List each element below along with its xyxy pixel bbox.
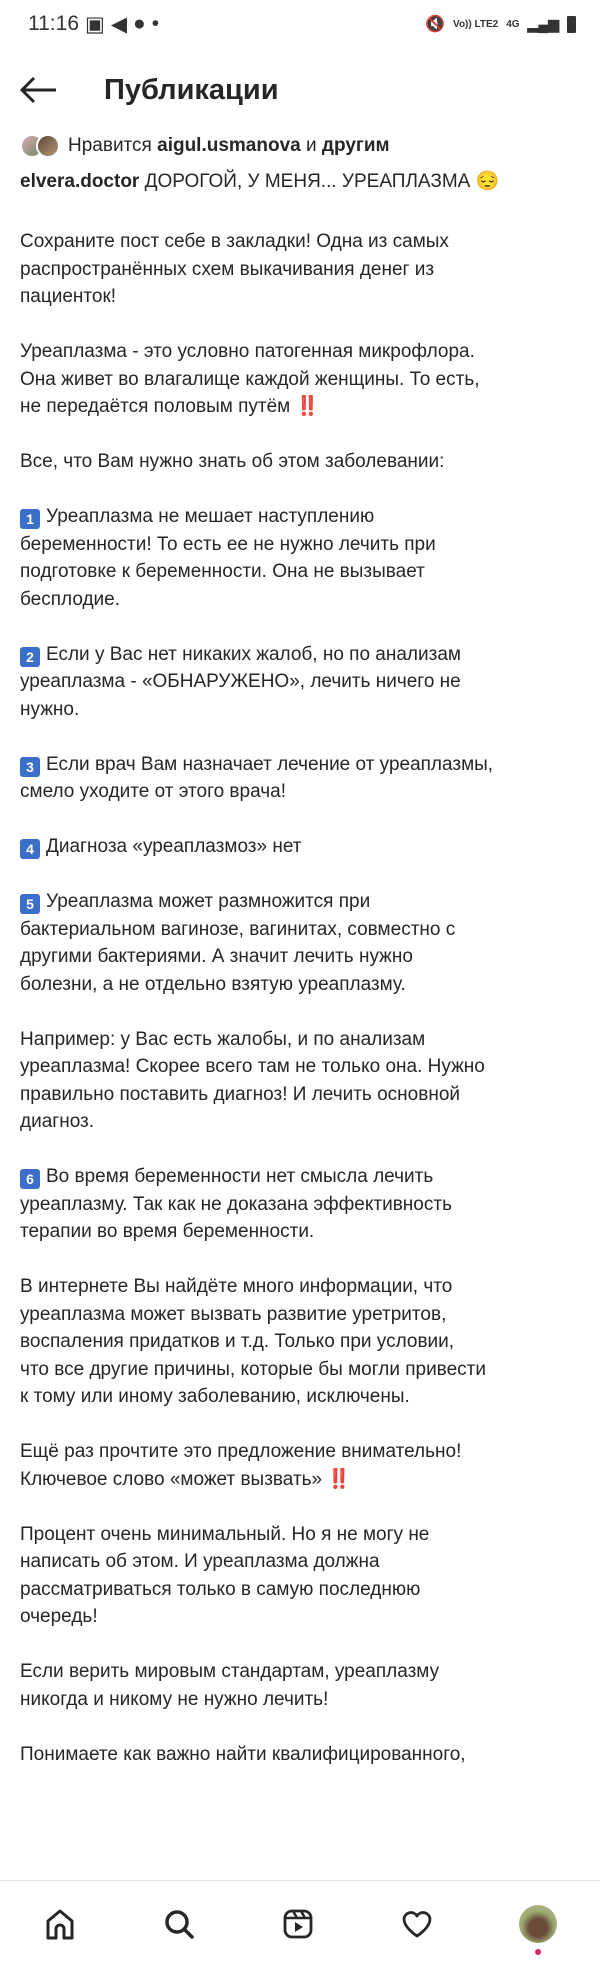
paragraph <box>20 228 590 311</box>
paragraph <box>20 448 590 476</box>
gallery-icon: ▣ <box>85 12 105 36</box>
text-line <box>20 1548 590 1576</box>
line-text: Она живет во влагалище каждой женщины. То есть, <box>20 368 480 390</box>
text-line <box>20 558 590 586</box>
paragraph <box>20 641 590 724</box>
paragraph <box>20 503 590 613</box>
text-line <box>20 1328 590 1356</box>
account-icon: ● <box>133 12 146 35</box>
line-text: уреаплазма! Скорее всего там не только она. Нужно <box>20 1056 485 1077</box>
post-body <box>20 228 590 1768</box>
text-line <box>20 1741 590 1769</box>
line-text: Все, что Вам нужно знать об этом заболевании: <box>20 451 445 472</box>
line-text: Уреаплазма может размножится при <box>46 891 371 912</box>
status-bar <box>0 0 600 48</box>
line-text: очередь! <box>20 1606 98 1627</box>
text-line <box>20 503 590 531</box>
text-line <box>20 1053 590 1081</box>
bottom-nav <box>0 1880 600 1972</box>
line-text: рассматриваться только в самую последнюю <box>20 1578 421 1600</box>
line-text: распространённых схем выкачивания денег из <box>20 258 435 280</box>
double-exclamation-icon: ‼️ <box>295 396 320 417</box>
text-line <box>20 641 590 669</box>
line-text: никогда и никому не нужно лечить! <box>20 1688 329 1710</box>
page-title: Публикации <box>104 73 279 106</box>
line-text: воспаления придатков и т.д. Только при условии, <box>20 1331 455 1352</box>
text-line <box>20 448 590 476</box>
line-text: к тому или иному заболеванию, исключены. <box>20 1386 410 1407</box>
keycap-number-icon: 6 <box>20 1169 40 1189</box>
text-line <box>20 393 590 421</box>
text-line <box>20 1218 590 1246</box>
text-line <box>20 888 590 916</box>
telegram-icon: ◀ <box>110 12 127 36</box>
text-line <box>20 696 590 724</box>
paragraph <box>20 1741 590 1769</box>
text-line <box>20 1658 590 1686</box>
double-exclamation-icon: ‼️ <box>327 1468 352 1490</box>
heart-icon[interactable] <box>400 1907 434 1941</box>
paragraph <box>20 833 590 861</box>
keycap-number-icon: 5 <box>20 894 40 914</box>
text-line <box>20 1081 590 1109</box>
dot-icon: • <box>151 12 160 35</box>
paragraph <box>20 1658 590 1713</box>
paragraph <box>20 338 590 421</box>
likes-prefix: Нравится <box>68 135 152 156</box>
likes-and: и <box>306 135 317 156</box>
line-text: Процент очень минимальный. Но я не могу не <box>20 1523 430 1545</box>
battery-icon <box>567 16 576 33</box>
keycap-number-icon: 2 <box>20 647 40 667</box>
text-line <box>20 338 590 366</box>
line-text: Сохраните пост себе в закладки! Одна из самых <box>20 231 449 252</box>
line-text: Ещё раз прочтите это предложение внимательно! <box>20 1441 462 1462</box>
keycap-number-icon: 1 <box>20 509 40 529</box>
likes-others[interactable]: другим <box>321 135 390 156</box>
author-username[interactable]: elvera.doctor <box>20 171 140 192</box>
line-text: Диагноза «уреаплазмоз» нет <box>46 836 302 857</box>
text-line <box>20 1686 590 1714</box>
line-text: правильно поставить диагноз! И лечить основной <box>20 1083 461 1105</box>
paragraph <box>20 1163 590 1246</box>
text-line <box>20 1603 590 1631</box>
text-line <box>20 1026 590 1054</box>
text-line <box>20 833 590 861</box>
line-text: подготовке к беременности. Она не вызывает <box>20 561 425 582</box>
line-text: болезни, а не отдельно взятую уреаплазму. <box>20 973 406 995</box>
network-label: Vo)) LTE2 <box>453 18 499 30</box>
line-text: В интернете Вы найдёте много информации, что <box>20 1276 453 1297</box>
line-text: Уреаплазма - это условно патогенная микрофлора. <box>20 341 475 362</box>
text-line <box>20 1273 590 1301</box>
keycap-number-icon: 4 <box>20 839 40 859</box>
text-line <box>20 1521 590 1549</box>
top-bar <box>0 62 600 118</box>
text-line <box>20 668 590 696</box>
liker-avatar <box>36 134 60 158</box>
line-text: смело уходите от этого врача! <box>20 781 286 802</box>
line-text: бесплодие. <box>20 588 121 610</box>
reels-icon[interactable] <box>281 1907 315 1941</box>
text-line <box>20 1108 590 1136</box>
text-line <box>20 778 590 806</box>
text-line <box>20 1356 590 1384</box>
clock: 11:16 <box>28 12 79 35</box>
paragraph <box>20 1438 590 1493</box>
pensive-emoji: 😔 <box>475 171 500 192</box>
likes-row[interactable] <box>20 134 390 158</box>
line-text: написать об этом. И уреаплазма должна <box>20 1551 380 1572</box>
caption-title: ДОРОГОЙ, У МЕНЯ... УРЕАПЛАЗМА <box>144 171 471 192</box>
line-text: Если верить мировым стандартам, уреаплазму <box>20 1661 440 1682</box>
text-line <box>20 531 590 559</box>
text-line <box>20 1438 590 1466</box>
text-line <box>20 366 590 394</box>
line-text: Если врач Вам назначает лечение от уреаплазмы, <box>46 753 494 775</box>
text-line <box>20 586 590 614</box>
text-line <box>20 1301 590 1329</box>
paragraph <box>20 1273 590 1411</box>
text-line <box>20 943 590 971</box>
line-text: не передаётся половым путём <box>20 396 291 417</box>
line-text: нужно. <box>20 698 80 720</box>
network-type: 4G <box>506 18 520 30</box>
text-line <box>20 1163 590 1191</box>
paragraph <box>20 888 590 998</box>
line-text: уреаплазма - «ОБНАРУЖЕНО», лечить ничего не <box>20 671 461 692</box>
line-text: Во время беременности нет смысла лечить <box>46 1166 434 1187</box>
signal-icon: ▂▄▆ <box>527 15 559 32</box>
line-text: Например: у Вас есть жалобы, и по анализам <box>20 1028 426 1050</box>
mute-icon: 🔇 <box>425 16 446 33</box>
text-line <box>20 916 590 944</box>
home-icon[interactable] <box>43 1907 77 1941</box>
text-line <box>20 751 590 779</box>
caption <box>20 166 499 198</box>
line-text: бактериальном вагинозе, вагинитах, совместно с <box>20 918 456 940</box>
keycap-number-icon: 3 <box>20 757 40 777</box>
line-text: другими бактериями. А значит лечить нужно <box>20 946 413 967</box>
back-arrow-icon[interactable] <box>18 75 58 105</box>
text-line <box>20 1383 590 1411</box>
text-line <box>20 1191 590 1219</box>
text-line <box>20 228 590 256</box>
line-text: что все другие причины, которые бы могли привести <box>20 1358 486 1380</box>
line-text: терапии во время беременности. <box>20 1221 315 1242</box>
line-text: диагноз. <box>20 1111 95 1132</box>
line-text: Уреаплазма не мешает наступлению <box>46 506 375 527</box>
text-line <box>20 1576 590 1604</box>
text-line <box>20 1466 590 1494</box>
liker-username[interactable]: aigul.usmanova <box>157 135 301 156</box>
paragraph <box>20 1026 590 1136</box>
line-text: Ключевое слово «может вызвать» <box>20 1468 323 1490</box>
text-line <box>20 971 590 999</box>
paragraph <box>20 1521 590 1631</box>
search-icon[interactable] <box>162 1907 196 1941</box>
line-text: Понимаете как важно найти квалифицированного, <box>20 1743 466 1765</box>
paragraph <box>20 751 590 806</box>
line-text: беременности! То есть ее не нужно лечить при <box>20 533 436 555</box>
notification-dot <box>535 1949 541 1955</box>
line-text: уреаплазму. Так как не доказана эффективность <box>20 1193 452 1215</box>
line-text: Если у Вас нет никаких жалоб, но по анализам <box>46 643 461 665</box>
profile-avatar[interactable] <box>519 1905 557 1943</box>
line-text: уреаплазма может вызвать развитие уретритов, <box>20 1303 447 1325</box>
text-line <box>20 256 590 284</box>
line-text: пациенток! <box>20 286 117 307</box>
text-line <box>20 283 590 311</box>
